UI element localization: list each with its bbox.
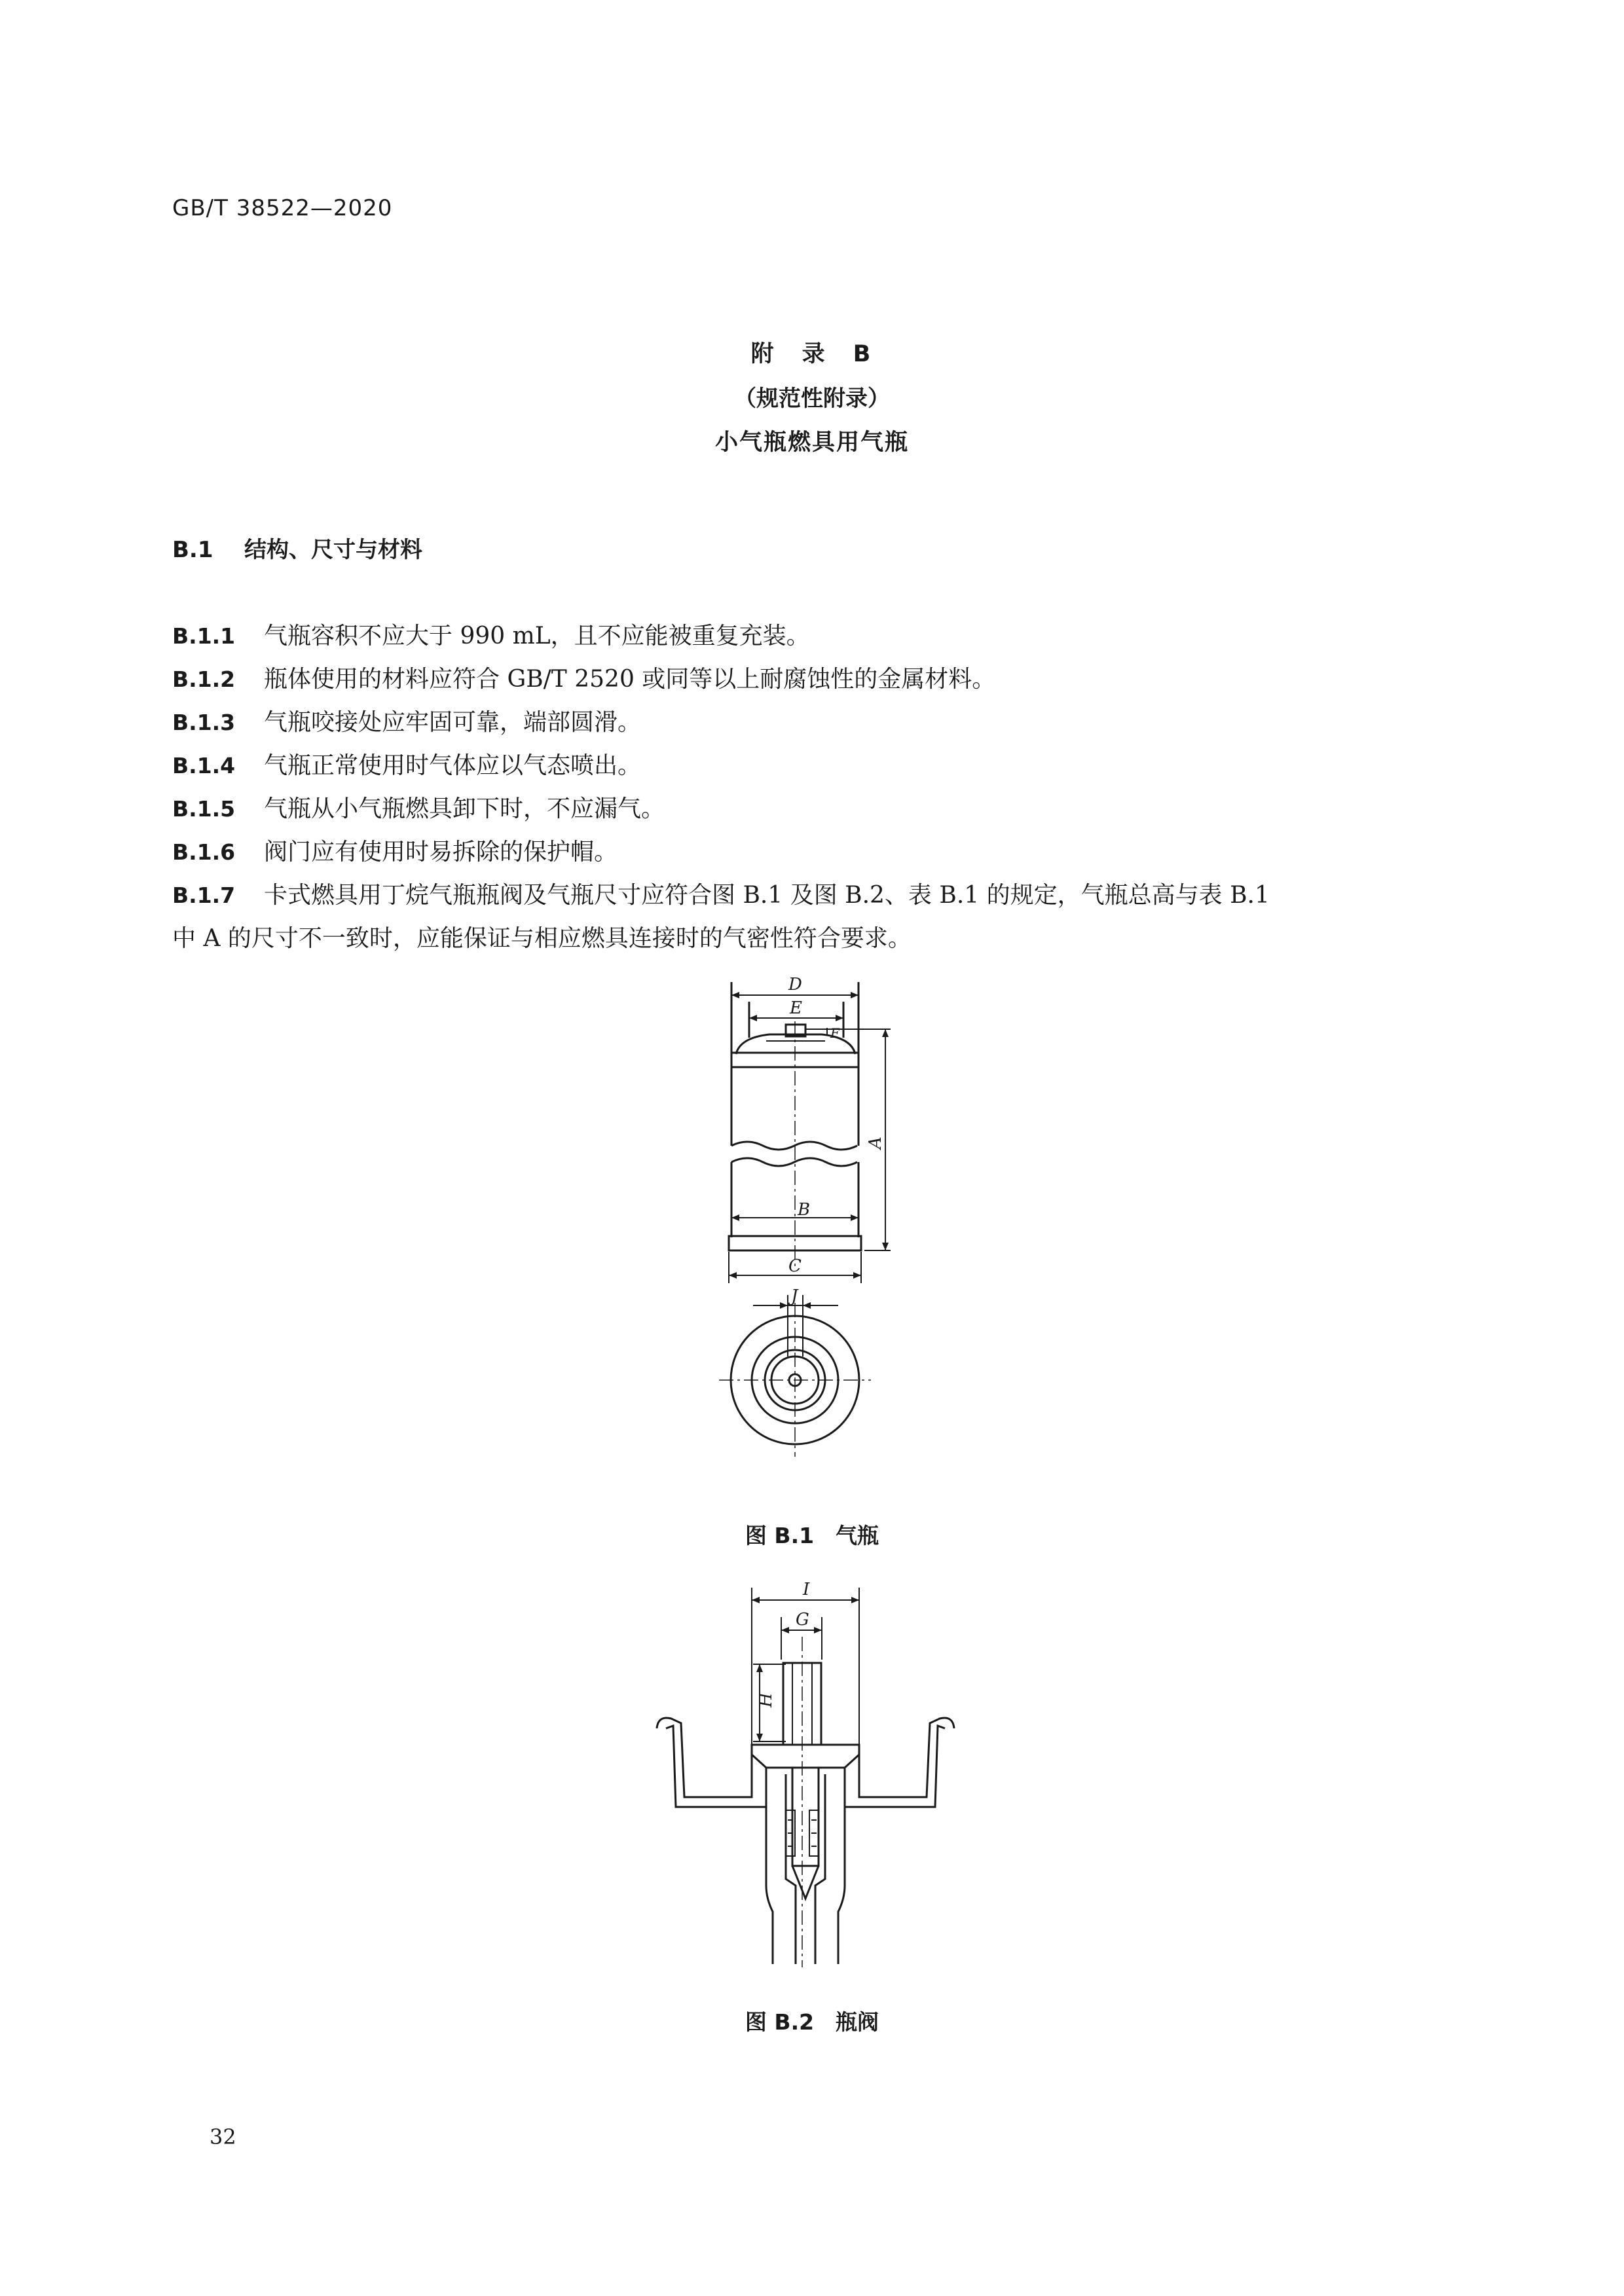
- clause-text: 气瓶咬接处应牢固可靠，端部圆滑。: [264, 709, 642, 736]
- figure-cylinder-valve: [648, 1571, 963, 1977]
- section-number: B.1: [172, 537, 213, 563]
- figure2-caption: 图 B.2 瓶阀: [745, 2009, 879, 2035]
- label-b: B: [798, 1200, 811, 1220]
- annex-title: 附 录 B: [750, 341, 874, 367]
- clause-b-1-3: [172, 704, 641, 737]
- clause-b-1-7-continuation: 中 A 的尺寸不一致时，应能保证与相应燃具连接时的气密性符合要求。: [172, 925, 912, 952]
- clause-text: 瓶体使用的材料应符合 GB/T 2520 或同等以上耐腐蚀性的金属材料。: [264, 666, 996, 693]
- label-j: J: [791, 1286, 798, 1306]
- label-g: G: [796, 1610, 809, 1630]
- clause-text: 气瓶容积不应大于 990 mL，且不应能被重复充装。: [264, 623, 810, 649]
- section-title: 结构、尺寸与材料: [244, 537, 422, 563]
- label-i: I: [803, 1580, 810, 1599]
- clause-number: B.1.6: [172, 839, 236, 865]
- clause-b-1-6: [172, 833, 618, 867]
- label-e: E: [790, 998, 802, 1018]
- label-d: D: [788, 975, 802, 994]
- clause-number: B.1.3: [172, 710, 236, 735]
- clause-b-1-1: [172, 617, 810, 651]
- clause-b-1-2: [172, 661, 995, 694]
- label-h: H: [756, 1692, 776, 1707]
- clause-number: B.1.1: [172, 623, 236, 649]
- page-number: 32: [210, 2124, 236, 2149]
- clause-number: B.1.7: [172, 883, 236, 908]
- label-c: C: [788, 1256, 802, 1276]
- annex-type: （规范性附录）: [734, 386, 890, 412]
- annex-name: 小气瓶燃具用气瓶: [714, 429, 909, 456]
- clause-text: 气瓶正常使用时气体应以气态喷出。: [264, 752, 642, 779]
- clause-b-1-5: [172, 790, 665, 824]
- clause-text: 气瓶从小气瓶燃具卸下时，不应漏气。: [264, 795, 665, 822]
- label-f: F: [830, 1025, 840, 1041]
- clause-b-1-4: [172, 747, 641, 780]
- clause-number: B.1.4: [172, 753, 236, 778]
- clause-b-1-7: [172, 877, 1270, 910]
- clause-text: 卡式燃具用丁烷气瓶瓶阀及气瓶尺寸应符合图 B.1 及图 B.2、表 B.1 的规定，气瓶总高与表 B.1: [264, 882, 1270, 909]
- clause-text: 阀门应有使用时易拆除的保护帽。: [264, 839, 618, 866]
- section-heading: [172, 532, 422, 564]
- clause-number: B.1.5: [172, 796, 236, 822]
- standard-code: GB/T 38522—2020: [172, 195, 393, 221]
- clause-number: B.1.2: [172, 666, 236, 692]
- label-a: A: [866, 1137, 885, 1149]
- figure1-caption: 图 B.1 气瓶: [745, 1523, 879, 1548]
- figure-gas-cylinder: [707, 969, 917, 1467]
